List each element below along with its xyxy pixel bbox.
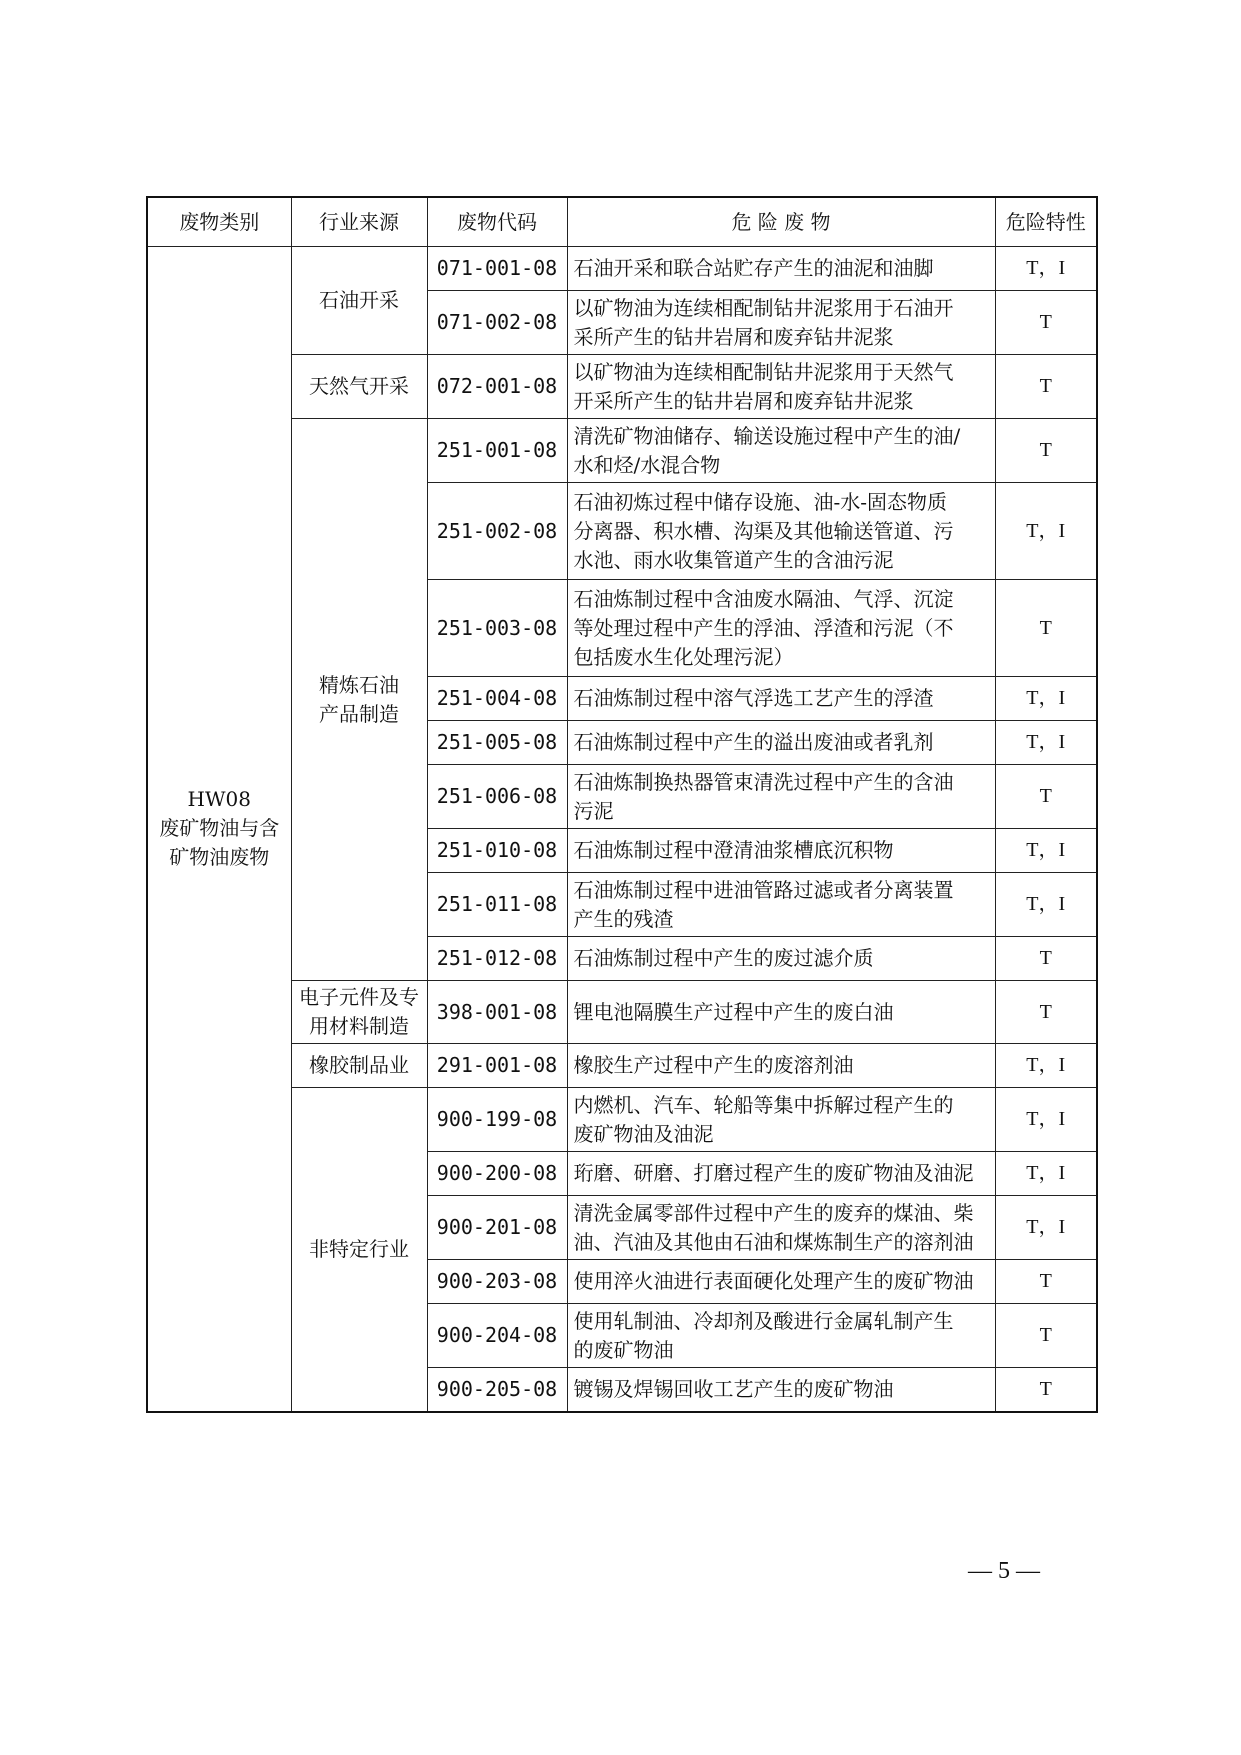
waste-description-cell: 石油炼制过程中含油废水隔油、气浮、沉淀 等处理过程中产生的浮油、浮渣和污泥（不 包括废水生化处理污泥） bbox=[567, 580, 995, 677]
page-number: — 5 — bbox=[968, 1558, 1040, 1584]
hazard-characteristic-cell: T bbox=[995, 937, 1097, 981]
industry-cell: 天然气开采 bbox=[291, 355, 427, 419]
waste-description-cell: 内燃机、汽车、轮船等集中拆解过程产生的 废矿物油及油泥 bbox=[567, 1088, 995, 1152]
hazard-characteristic-cell: T，I bbox=[995, 677, 1097, 721]
waste-description-cell: 石油炼制过程中进油管路过滤或者分离装置 产生的残渣 bbox=[567, 873, 995, 937]
hazard-characteristic-cell: T bbox=[995, 419, 1097, 483]
table-header-row bbox=[147, 197, 1097, 247]
hazard-characteristic-cell: T，I bbox=[995, 1152, 1097, 1196]
waste-code-cell: 251-002-08 bbox=[427, 483, 567, 580]
waste-description-cell: 石油炼制过程中产生的溢出废油或者乳剂 bbox=[567, 721, 995, 765]
header-waste: 危 险 废 物 bbox=[567, 197, 995, 247]
waste-description-cell: 石油炼制过程中澄清油浆槽底沉积物 bbox=[567, 829, 995, 873]
table-row bbox=[147, 247, 1097, 291]
industry-cell: 电子元件及专 用材料制造 bbox=[291, 981, 427, 1044]
hazard-characteristic-cell: T bbox=[995, 765, 1097, 829]
waste-code-cell: 900-201-08 bbox=[427, 1196, 567, 1260]
industry-cell: 石油开采 bbox=[291, 247, 427, 355]
waste-code-cell: 251-011-08 bbox=[427, 873, 567, 937]
hazard-characteristic-cell: T，I bbox=[995, 247, 1097, 291]
hazard-characteristic-cell: T，I bbox=[995, 483, 1097, 580]
waste-code-cell: 291-001-08 bbox=[427, 1044, 567, 1088]
hazard-characteristic-cell: T bbox=[995, 1304, 1097, 1368]
waste-description-cell: 锂电池隔膜生产过程中产生的废白油 bbox=[567, 981, 995, 1044]
waste-description-cell: 石油炼制换热器管束清洗过程中产生的含油 污泥 bbox=[567, 765, 995, 829]
hazard-characteristic-cell: T，I bbox=[995, 1088, 1097, 1152]
waste-code-cell: 251-010-08 bbox=[427, 829, 567, 873]
hazard-characteristic-cell: T bbox=[995, 355, 1097, 419]
industry-cell: 精炼石油 产品制造 bbox=[291, 419, 427, 981]
hazard-characteristic-cell: T bbox=[995, 1368, 1097, 1412]
waste-description-cell: 使用淬火油进行表面硬化处理产生的废矿物油 bbox=[567, 1260, 995, 1304]
waste-code-cell: 251-012-08 bbox=[427, 937, 567, 981]
waste-description-cell: 石油炼制过程中溶气浮选工艺产生的浮渣 bbox=[567, 677, 995, 721]
waste-description-cell: 清洗矿物油储存、输送设施过程中产生的油/ 水和烃/水混合物 bbox=[567, 419, 995, 483]
header-code: 废物代码 bbox=[427, 197, 567, 247]
waste-description-cell: 以矿物油为连续相配制钻井泥浆用于石油开 采所产生的钻井岩屑和废弃钻井泥浆 bbox=[567, 291, 995, 355]
industry-cell: 非特定行业 bbox=[291, 1088, 427, 1412]
waste-code-cell: 900-199-08 bbox=[427, 1088, 567, 1152]
waste-code-cell: 900-200-08 bbox=[427, 1152, 567, 1196]
waste-description-cell: 石油初炼过程中储存设施、油-水-固态物质 分离器、积水槽、沟渠及其他输送管道、污 水池、雨水收集管道产生的含油污泥 bbox=[567, 483, 995, 580]
header-industry: 行业来源 bbox=[291, 197, 427, 247]
hazard-characteristic-cell: T bbox=[995, 291, 1097, 355]
waste-description-cell: 镀锡及焊锡回收工艺产生的废矿物油 bbox=[567, 1368, 995, 1412]
waste-code-cell: 251-005-08 bbox=[427, 721, 567, 765]
hazard-characteristic-cell: T，I bbox=[995, 1196, 1097, 1260]
waste-code-cell: 072-001-08 bbox=[427, 355, 567, 419]
waste-description-cell: 橡胶生产过程中产生的废溶剂油 bbox=[567, 1044, 995, 1088]
waste-code-cell: 398-001-08 bbox=[427, 981, 567, 1044]
hazardous-waste-table bbox=[146, 196, 1098, 1413]
waste-code-cell: 251-003-08 bbox=[427, 580, 567, 677]
header-category: 废物类别 bbox=[147, 197, 291, 247]
header-hazard: 危险特性 bbox=[995, 197, 1097, 247]
waste-description-cell: 石油开采和联合站贮存产生的油泥和油脚 bbox=[567, 247, 995, 291]
waste-description-cell: 以矿物油为连续相配制钻井泥浆用于天然气 开采所产生的钻井岩屑和废弃钻井泥浆 bbox=[567, 355, 995, 419]
hazard-characteristic-cell: T，I bbox=[995, 1044, 1097, 1088]
waste-code-cell: 900-205-08 bbox=[427, 1368, 567, 1412]
waste-code-cell: 900-203-08 bbox=[427, 1260, 567, 1304]
waste-code-cell: 251-006-08 bbox=[427, 765, 567, 829]
hazard-characteristic-cell: T bbox=[995, 1260, 1097, 1304]
hazard-characteristic-cell: T，I bbox=[995, 721, 1097, 765]
hazard-characteristic-cell: T，I bbox=[995, 873, 1097, 937]
waste-description-cell: 珩磨、研磨、打磨过程产生的废矿物油及油泥 bbox=[567, 1152, 995, 1196]
hazard-characteristic-cell: T，I bbox=[995, 829, 1097, 873]
hazard-characteristic-cell: T bbox=[995, 580, 1097, 677]
waste-description-cell: 使用轧制油、冷却剂及酸进行金属轧制产生 的废矿物油 bbox=[567, 1304, 995, 1368]
table-body bbox=[147, 247, 1097, 1412]
waste-code-cell: 071-001-08 bbox=[427, 247, 567, 291]
waste-code-cell: 251-001-08 bbox=[427, 419, 567, 483]
waste-description-cell: 清洗金属零部件过程中产生的废弃的煤油、柴 油、汽油及其他由石油和煤炼制生产的溶剂油 bbox=[567, 1196, 995, 1260]
hazard-characteristic-cell: T bbox=[995, 981, 1097, 1044]
waste-code-cell: 071-002-08 bbox=[427, 291, 567, 355]
waste-description-cell: 石油炼制过程中产生的废过滤介质 bbox=[567, 937, 995, 981]
waste-code-cell: 251-004-08 bbox=[427, 677, 567, 721]
industry-cell: 橡胶制品业 bbox=[291, 1044, 427, 1088]
waste-code-cell: 900-204-08 bbox=[427, 1304, 567, 1368]
category-cell: HW08 废矿物油与含 矿物油废物 bbox=[147, 247, 291, 1412]
